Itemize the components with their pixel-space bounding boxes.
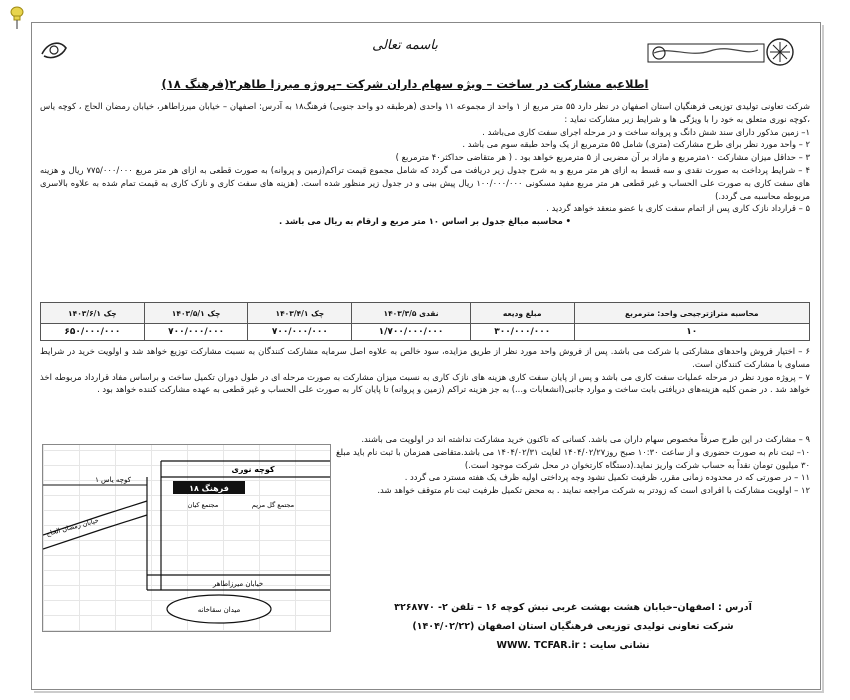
map-label-kian: مجتمع کیان <box>187 501 219 509</box>
pushpin-icon <box>8 6 26 30</box>
map-label-maryam: مجتمع گل مریم <box>251 501 295 509</box>
table-header: چک ۱۴۰۳/۵/۱ <box>144 303 248 324</box>
condition-item-12: ۱۲ – اولویت مشارکت با افرادی است که زودتر به شرکت مراجعه نمایند . به محض تکمیل ظرفیت ثبت نام متوقف خواهد شد. <box>377 485 810 496</box>
table-caption: • محاسبه مبالغ جدول بر اساس ۱۰ متر مربع و ارقام به ریال می باشد . <box>278 216 572 227</box>
payment-table <box>40 302 810 341</box>
table-cell: ۷۰۰/۰۰۰/۰۰۰ <box>144 324 248 341</box>
condition-item-3: ۳ – حداقل میزان مشارکت ۱۰مترمربع و مازاد بر آن مضربی از ۵ مترمربع خواهد بود . ( هر متقاضی حداکثر۴۰ مترمربع ) <box>395 152 810 163</box>
condition-item-10: ۱۰– ثبت نام به صورت حضوری و از ساعت ۱۰:۳۰ صبح روز۱۴۰۴/۰۲/۲۷ لغایت ۱۴۰۴/۰۲/۳۱ می باشد.متقاضی همزمان با ثبت نام باید مبلغ ۳۰ میلیون تومان نقداً به حساب شرکت واریز نماید.(دستگاه کارتخوان در محل شرکت موجود است.) <box>336 446 810 470</box>
map-label-yas: کوچه یاس ۱ <box>95 476 131 484</box>
conditions-lower <box>40 345 810 396</box>
table-header: محاسبه متراژترجیحی واحد: مترمربع <box>574 303 809 324</box>
table-cell: ۶۵۰/۰۰۰/۰۰۰ <box>41 324 145 341</box>
table-row <box>41 324 810 341</box>
table-header: نقدی ۱۴۰۳/۳/۵ <box>352 303 471 324</box>
table-header-row <box>41 303 810 324</box>
condition-item-9: ۹ – مشارکت در این طرح صرفاً مخصوص سهام داران می باشد. کسانی که تاکنون خرید مشارکت نداشته اند در اولویت می باشند. <box>361 434 810 444</box>
condition-item-4: ۴ – شرایط پرداخت به صورت نقدی و سه قسط به ازای هر متر مربع و به شرح جدول زیر دریافت می گردد که شامل مجموع قیمت تراکم(زمین و پروانه) به صورت قطعی به ازای هر متر مربع ۷۷۵/۰۰۰/۰۰۰ ریال و هزینه های سفت کاری به صورت علی الحساب و غیر قطعی هر متر مربع مفید مسکونی ۱۰۰/۰۰۰/۰۰۰ ریال پیش بینی و در جدول زیر منظور شده است. (هزینه های سفت کاری و نازک کاری به قیمت تمام شده به علاوه بالاسری مربوطه محاسبه می گردد.) <box>40 164 810 201</box>
table-header: چک ۱۴۰۳/۴/۱ <box>248 303 352 324</box>
intro-paragraph: شرکت تعاونی تولیدی توزیعی فرهنگیان استان اصفهان در نظر دارد ۵۵ متر مربع از ۱ واحد از مجموعه ۱۱ واحدی (هرطبقه دو واحد جنوبی) فرهنگ۱۸ به آدرس: اصفهان – خیابان میرزاطاهر، خیابان رمضان الحاج ، کوچه یاس ،کوچه نوری متعلق به خود را با ویژگی ها و شرایط زیر مشارکت نماید : <box>40 101 810 124</box>
map-label-mirza: خیابان میرزاطاهر <box>212 580 264 588</box>
condition-item-7: ۷ – پروژه مورد نظر در مرحله عملیات سفت کاری می باشد و پس از پایان سفت کاری هزینه های نازک کاری به نسبت میزان مشارکت به صورت مرحله ای در طول دوران تکمیل ساخت و براساس مفاد قرارداد مربوطه اخذ خواهد شد . در ضمن کلیه هزینه‌های دریافتی بابت ساخت و موارد جانبی(انشعابات و...) به جز هزینه تراکم (زمین و پروانه) تا پایان کار به صورت علی الحساب و غیر قطعی به عهده مشارکت کننده خواهد بود . <box>40 371 810 395</box>
condition-item-5: ۵ – قرارداد نازک کاری پس از اتمام سفت کاری با عضو منعقد خواهد گردید . <box>546 203 810 214</box>
map-label-ramezan: خیابان رمضان الحاج <box>45 516 100 538</box>
basmala-heading: باسمه تعالی <box>372 38 438 53</box>
map-label-nouri: کوچه نوری <box>231 465 275 474</box>
footer-contact <box>336 598 810 655</box>
table-header: مبلغ ودیعه <box>470 303 574 324</box>
condition-item-11: ۱۱ – در صورتی که در محدوده زمانی مقرر، ظرفیت تکمیل نشود وجه پرداختی اولیه ظرف یک هفته مسترد می گردد . <box>404 472 810 483</box>
page-title: اطلاعیه مشارکت در ساخت – ویژه سهام داران شرکت –پروژه میرزا طاهر۲(فرهنگ ۱۸) <box>161 77 649 91</box>
signature-mark-icon <box>38 34 72 68</box>
table-cell: ۱۰ <box>574 324 809 341</box>
company-logo-icon <box>640 34 800 74</box>
footer-address: آدرس : اصفهان–خیابان هشت بهشت غربی نبش کوچه ۱۶ – تلفن ۲- ۳۲۶۸۷۷۰ <box>394 602 752 613</box>
table-cell: ۱/۷۰۰/۰۰۰/۰۰۰ <box>352 324 471 341</box>
footer-company: شرکت تعاونی تولیدی توزیعی فرهنگیان استان اصفهان (۱۴۰۴/۰۲/۲۲) <box>412 621 734 632</box>
condition-item-2: ۲ – واحد مورد نظر برای طرح مشارکت (متری) شامل ۵۵ مترمربع از یک واحد طبقه سوم می باشد . <box>462 139 810 150</box>
table-cell: ۳۰۰/۰۰۰/۰۰۰ <box>470 324 574 341</box>
table-cell: ۷۰۰/۰۰۰/۰۰۰ <box>248 324 352 341</box>
intro-section <box>40 100 810 228</box>
location-map <box>42 444 331 632</box>
conditions-right-column <box>336 433 810 497</box>
map-label-square: میدان سقاخانه <box>197 606 241 614</box>
table-header: چک ۱۴۰۳/۶/۱ <box>41 303 145 324</box>
footer-website: نشانی سایت : WWW. TCFAR.ir <box>496 640 650 651</box>
map-label-project: فرهنگ ۱۸ <box>189 484 229 493</box>
condition-item-1: ۱– زمین مذکور دارای سند شش دانگ و پروانه ساخت و در مرحله اجرای سفت کاری می‌باشد . <box>482 126 810 137</box>
condition-item-6: ۶ – اختیار فروش واحدهای مشارکتی با شرکت می باشد. پس از فروش واحد مورد نظر از طریق مزایده، سود خالص به علاوه اصل سرمایه مشارکت کنندگان به نسبت مشارکت توزیع خواهد شد و اولویت خرید در شرایط مساوی با مشارکت کنندگان است. <box>40 346 810 369</box>
